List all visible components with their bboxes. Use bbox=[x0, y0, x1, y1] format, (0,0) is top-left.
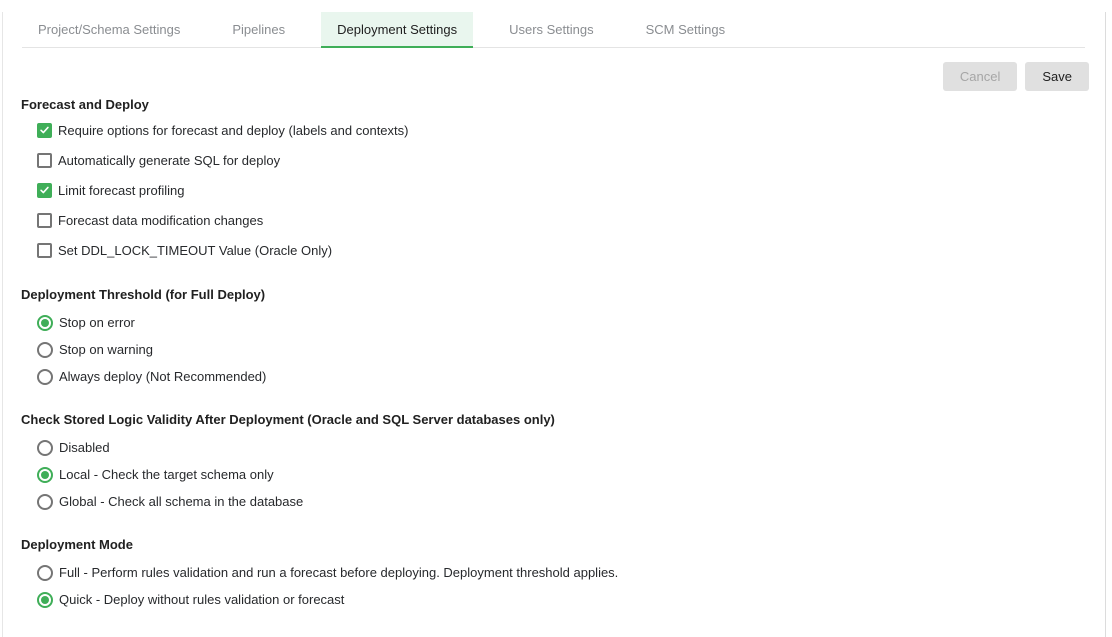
section-title: Forecast and Deploy bbox=[21, 97, 149, 112]
settings-sections bbox=[3, 95, 1105, 613]
option-label: Stop on error bbox=[59, 315, 135, 330]
checkmark-icon bbox=[39, 184, 50, 196]
actions-bar bbox=[3, 62, 1089, 91]
tab-scm-settings[interactable] bbox=[630, 12, 741, 48]
checkbox[interactable] bbox=[37, 213, 52, 228]
option-stop-on-error[interactable] bbox=[3, 309, 1105, 336]
section-check-stored-logic-validity-after-deployment-oracle-and-sql-server-databases-only bbox=[3, 410, 1105, 515]
save-button[interactable]: Save bbox=[1025, 62, 1089, 91]
section-title: Deployment Mode bbox=[21, 537, 133, 552]
option-automatically-generate-sql-for-deploy[interactable] bbox=[3, 145, 1105, 175]
option-forecast-data-modification-changes[interactable] bbox=[3, 205, 1105, 235]
option-label: Automatically generate SQL for deploy bbox=[58, 152, 281, 168]
option-require-options-for-forecast-and-deploy-[interactable] bbox=[3, 115, 1105, 145]
radio-button[interactable] bbox=[37, 494, 53, 510]
option-set-ddl-lock-timeout-value-oracle-only[interactable] bbox=[3, 235, 1105, 265]
option-label: Forecast data modification changes bbox=[58, 212, 264, 228]
tab-users-settings[interactable] bbox=[493, 12, 610, 48]
option-label: Full - Perform rules validation and run a forecast before deploying. Deployment threshold applies. bbox=[59, 565, 619, 580]
option-label: Stop on warning bbox=[59, 342, 153, 357]
settings-page bbox=[2, 12, 1106, 637]
option-label: Global - Check all schema in the database bbox=[59, 494, 304, 509]
section-title: Deployment Threshold (for Full Deploy) bbox=[21, 287, 266, 302]
option-label: Quick - Deploy without rules validation or forecast bbox=[59, 592, 345, 607]
option-label: Set DDL_LOCK_TIMEOUT Value (Oracle Only) bbox=[58, 242, 333, 258]
section-deployment-threshold-for-full-deploy bbox=[3, 285, 1105, 390]
tab-deployment-settings[interactable] bbox=[321, 12, 473, 48]
section-deployment-mode bbox=[3, 535, 1105, 613]
tab-label: SCM Settings bbox=[645, 21, 726, 37]
checkmark-icon bbox=[39, 124, 50, 136]
option-list bbox=[3, 115, 1105, 265]
checkbox[interactable] bbox=[37, 123, 52, 138]
radio-button[interactable] bbox=[37, 440, 53, 456]
option-label: Require options for forecast and deploy (labels and contexts) bbox=[58, 122, 409, 138]
option-label: Always deploy (Not Recommended) bbox=[59, 369, 267, 384]
radio-button[interactable] bbox=[37, 592, 53, 608]
tab-project-schema-settings[interactable] bbox=[22, 12, 196, 48]
radio-button[interactable] bbox=[37, 342, 53, 358]
option-limit-forecast-profiling[interactable] bbox=[3, 175, 1105, 205]
tab-pipelines[interactable] bbox=[216, 12, 301, 48]
tab-label: Pipelines bbox=[232, 21, 286, 37]
section-forecast-and-deploy bbox=[3, 95, 1105, 265]
option-list bbox=[3, 305, 1105, 390]
option-stop-on-warning[interactable] bbox=[3, 336, 1105, 363]
tab-label: Deployment Settings bbox=[337, 21, 458, 37]
section-title: Check Stored Logic Validity After Deployment (Oracle and SQL Server databases only) bbox=[21, 412, 555, 427]
option-global-check-all-schema-in-the-database[interactable] bbox=[3, 488, 1105, 515]
option-quick-deploy-without-rules-validation-or[interactable] bbox=[3, 586, 1105, 613]
option-list bbox=[3, 430, 1105, 515]
radio-button[interactable] bbox=[37, 467, 53, 483]
checkbox[interactable] bbox=[37, 243, 52, 258]
radio-button[interactable] bbox=[37, 565, 53, 581]
settings-tab-bar bbox=[22, 12, 1085, 48]
radio-button[interactable] bbox=[37, 315, 53, 331]
option-label: Local - Check the target schema only bbox=[59, 467, 274, 482]
tab-label: Project/Schema Settings bbox=[38, 21, 181, 37]
tab-label: Users Settings bbox=[509, 21, 594, 37]
option-list bbox=[3, 555, 1105, 613]
option-disabled[interactable] bbox=[3, 434, 1105, 461]
option-full-perform-rules-validation-and-run-a-[interactable] bbox=[3, 559, 1105, 586]
option-always-deploy-not-recommended[interactable] bbox=[3, 363, 1105, 390]
option-local-check-the-target-schema-only[interactable] bbox=[3, 461, 1105, 488]
option-label: Disabled bbox=[59, 440, 110, 455]
checkbox[interactable] bbox=[37, 153, 52, 168]
radio-button[interactable] bbox=[37, 369, 53, 385]
checkbox[interactable] bbox=[37, 183, 52, 198]
cancel-button[interactable]: Cancel bbox=[943, 62, 1017, 91]
option-label: Limit forecast profiling bbox=[58, 182, 185, 198]
